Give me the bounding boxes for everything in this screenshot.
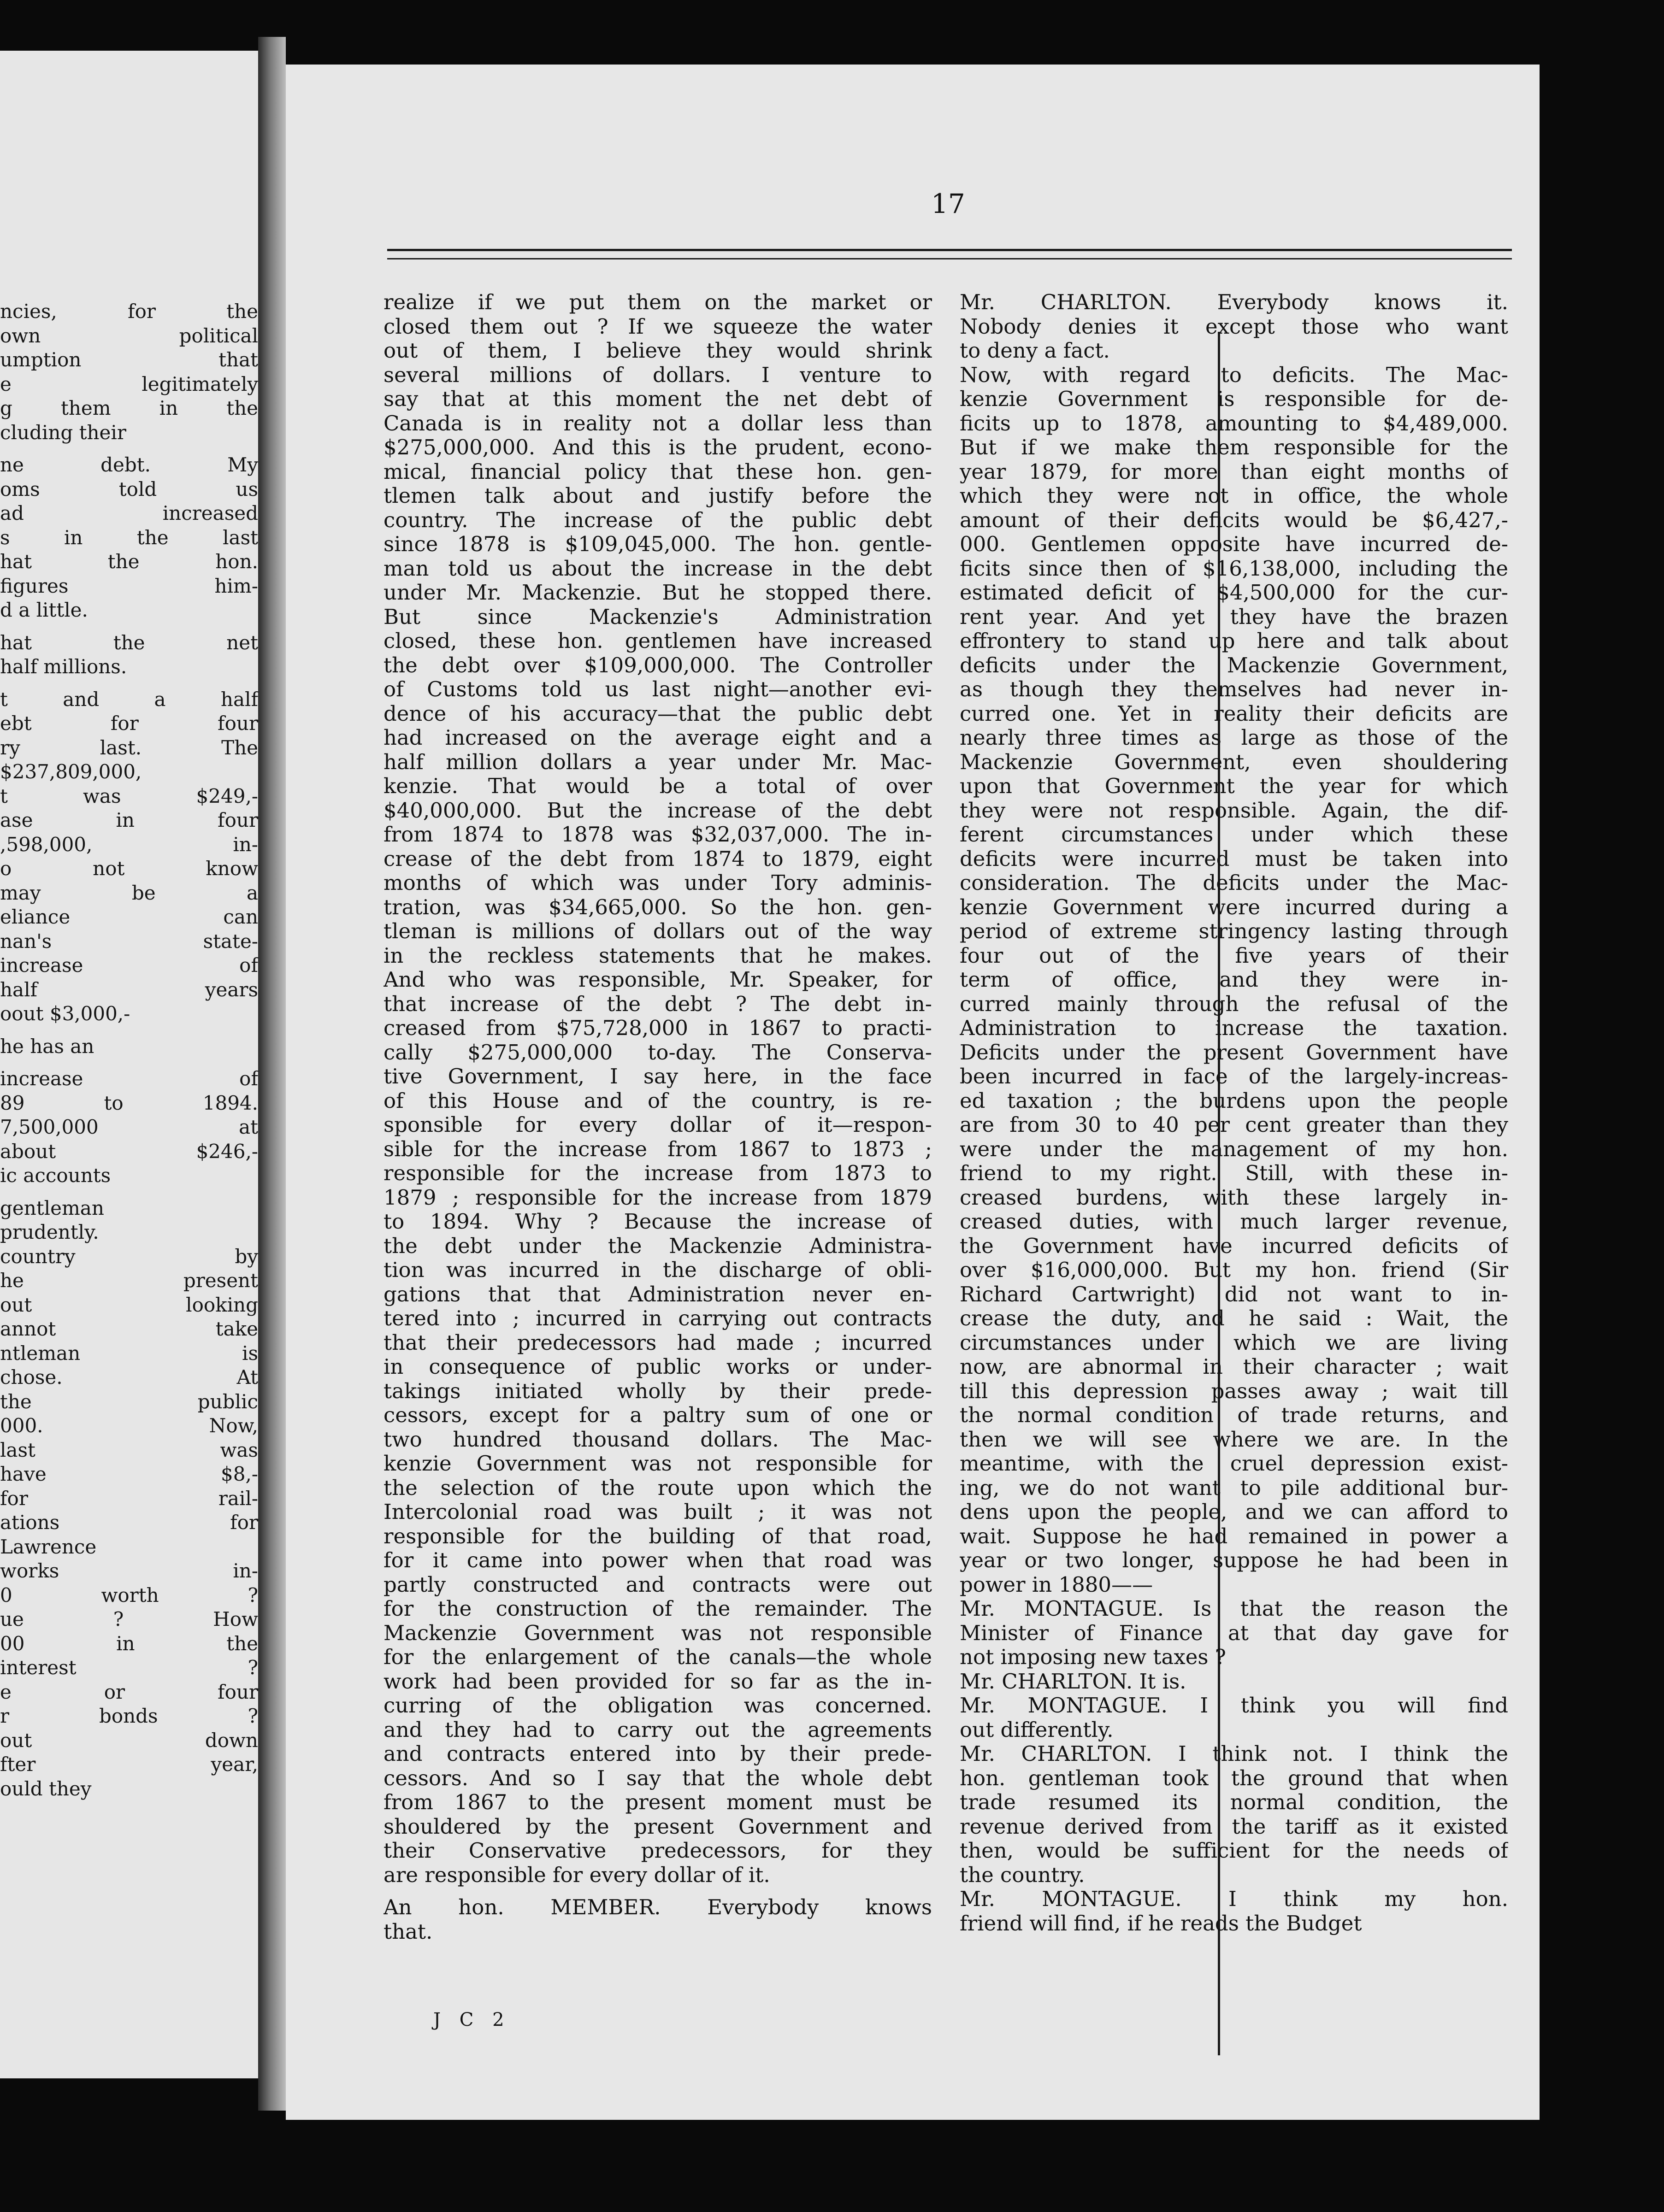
left-column-line: in consequence of public works or under-	[384, 1355, 932, 1379]
right-column-line: creased burdens, with these largely in-	[960, 1185, 1508, 1210]
left-column-line: Mackenzie Government was not responsible	[384, 1621, 932, 1645]
right-column-line: creased duties, with much larger revenue,	[960, 1210, 1508, 1234]
facing-page-line: ncies, for the	[0, 300, 258, 323]
facing-page-line: oms told us	[0, 477, 258, 500]
left-column-line: mical, financial policy that these hon. gen-	[384, 459, 932, 484]
facing-page-line: ations for	[0, 1511, 258, 1534]
right-column-line: hon. gentleman took the ground that when	[960, 1766, 1508, 1790]
left-column-line: crease of the debt from 1874 to 1879, eight	[384, 847, 932, 871]
right-column-line: wait. Suppose he had remained in power a	[960, 1524, 1508, 1548]
left-column-line: takings initiated wholly by their prede-	[384, 1379, 932, 1403]
right-column-line: power in 1880——	[960, 1572, 1153, 1597]
facing-page-line: 7,500,000 at	[0, 1116, 258, 1138]
left-column-line: the debt under the Mackenzie Administra-	[384, 1234, 932, 1258]
left-column-line: man told us about the increase in the debt	[384, 556, 932, 581]
facing-page-paragraph-gap	[0, 623, 258, 631]
left-column-line: tlemen talk about and justify before the	[384, 484, 932, 508]
book-gutter	[258, 37, 286, 2111]
left-column-line: dence of his accuracy—that the public debt	[384, 701, 932, 726]
right-column-line: deficits under the Mackenzie Government,	[960, 653, 1508, 677]
right-column-line: term of office, and they were in-	[960, 968, 1508, 992]
facing-page-line: 00 in the	[0, 1632, 258, 1655]
facing-page-line: he present	[0, 1269, 258, 1292]
left-column-line: tered into ; incurred in carrying out contracts	[384, 1306, 932, 1330]
right-column-line: the country.	[960, 1863, 1085, 1887]
left-column-line: cally $275,000,000 to-day. The Conserva-	[384, 1040, 932, 1065]
facing-page-line: umption that	[0, 348, 258, 371]
left-column-line: Intercolonial road was built ; it was not	[384, 1500, 932, 1524]
right-column-line: curred mainly through the refusal of the	[960, 992, 1508, 1016]
left-column-line: out of them, I believe they would shrink	[384, 339, 932, 363]
left-column-line: that their predecessors had made ; incurred	[384, 1330, 932, 1355]
facing-page-line: gentleman	[0, 1196, 104, 1219]
facing-page-text	[0, 300, 258, 1801]
left-column-line: had increased on the average eight and a	[384, 726, 932, 750]
facing-page-line: hat the hon.	[0, 550, 258, 573]
right-column-line: Richard Cartwright) did not want to in-	[960, 1282, 1508, 1306]
right-column-line: amount of their deficits would be $6,427,-	[960, 508, 1508, 532]
left-column-line: from 1867 to the present moment must be	[384, 1790, 932, 1814]
facing-page-line: ry last. The	[0, 736, 258, 759]
right-column-line: kenzie Government is responsible for de-	[960, 387, 1508, 411]
right-column-line: circumstances under which we are living	[960, 1330, 1508, 1355]
facing-page-line: ,598,000, in-	[0, 833, 258, 856]
facing-page-line: 0 worth ?	[0, 1583, 258, 1606]
right-column-line: estimated deficit of $4,500,000 for the cur-	[960, 581, 1508, 605]
left-column-line: tive Government, I say here, in the face	[384, 1065, 932, 1088]
left-column-line: responsible for the building of that road,	[384, 1524, 932, 1548]
left-column-line: cessors. And so I say that the whole debt	[384, 1766, 932, 1790]
right-column-line: year or two longer, suppose he had been in	[960, 1548, 1508, 1572]
right-column-line: now, are abnormal in their character ; wait	[960, 1355, 1508, 1379]
left-column-line: the debt over $109,000,000. The Controller	[384, 653, 932, 677]
right-column-line: dens upon the people, and we can afford to	[960, 1500, 1508, 1524]
right-column-line: four out of the five years of their	[960, 943, 1508, 968]
facing-page-line: ne debt. My	[0, 453, 258, 476]
right-column-line: Now, with regard to deficits. The Mac-	[960, 363, 1508, 387]
right-column-line: But if we make them responsible for the	[960, 435, 1508, 459]
facing-page-line: nan's state-	[0, 930, 258, 953]
facing-page-line: last was	[0, 1438, 258, 1461]
left-column-line: kenzie. That would be a total of over	[384, 774, 932, 798]
facing-page-line: the public	[0, 1390, 258, 1413]
left-column-line: are responsible for every dollar of it.	[384, 1863, 770, 1887]
facing-page-line: e legitimately	[0, 372, 258, 395]
left-column-line: Canada is in reality not a dollar less than	[384, 411, 932, 435]
right-column-line: Deficits under the present Government have	[960, 1040, 1508, 1065]
facing-page-line: interest ?	[0, 1656, 258, 1679]
facing-page-line: own political	[0, 324, 258, 347]
facing-page-line: half millions.	[0, 655, 127, 678]
right-column-line: were under the management of my hon.	[960, 1137, 1508, 1161]
right-column-line: crease the duty, and he said : Wait, the	[960, 1306, 1508, 1330]
left-column-line: in the reckless statements that he makes.	[384, 943, 932, 968]
left-column-line: half million dollars a year under Mr. Mac-	[384, 750, 932, 774]
left-column-line: $40,000,000. But the increase of the debt	[384, 798, 932, 823]
right-column-line: meantime, with the cruel depression exist-	[960, 1452, 1508, 1476]
right-column-line: the Government have incurred deficits of	[960, 1234, 1508, 1258]
left-column-line: work had been provided for so far as the in-	[384, 1669, 932, 1694]
right-column-line: effrontery to stand up here and talk about	[960, 629, 1508, 653]
left-column-line: responsible for the increase from 1873 to	[384, 1161, 932, 1185]
facing-page-line: ad increased	[0, 502, 258, 524]
left-column-line: from 1874 to 1878 was $32,037,000. The in-	[384, 823, 932, 847]
right-column-line: then we will see where we are. In the	[960, 1427, 1508, 1452]
facing-page-line: increase of	[0, 1067, 258, 1090]
right-column-line: Mr. CHARLTON. Everybody knows it.	[960, 290, 1508, 314]
facing-page-line: 000. Now,	[0, 1414, 258, 1437]
left-column-line: kenzie Government was not responsible for	[384, 1452, 932, 1476]
facing-page-line: he has an	[0, 1035, 94, 1058]
left-column-line: the selection of the route upon which the	[384, 1476, 932, 1500]
facing-page-line: country by	[0, 1245, 258, 1268]
left-column-line: and contracts entered into by their prede-	[384, 1742, 932, 1766]
left-column-line: cessors, except for a paltry sum of one or	[384, 1403, 932, 1427]
right-column-line: Minister of Finance at that day gave for	[960, 1621, 1508, 1645]
left-column-line: creased from $75,728,000 in 1867 to practi-	[384, 1016, 932, 1040]
facing-page-line: $237,809,000,	[0, 760, 142, 783]
facing-page-line: Lawrence	[0, 1535, 97, 1558]
text-column-right	[960, 290, 1508, 1936]
facing-page-line: hat the net	[0, 631, 258, 654]
right-column-line: deficits were incurred must be taken into	[960, 847, 1508, 871]
facing-page-line: 89 to 1894.	[0, 1091, 258, 1114]
right-column-line: nearly three times as large as those of the	[960, 726, 1508, 750]
facing-page-line: e or four	[0, 1680, 258, 1703]
facing-page-line: out looking	[0, 1293, 258, 1316]
facing-page-line: have $8,-	[0, 1463, 258, 1485]
left-column-line: sponsible for every dollar of it—respon-	[384, 1113, 932, 1137]
right-column-line: Administration to increase the taxation.	[960, 1016, 1508, 1040]
left-column-line: that increase of the debt ? The debt in-	[384, 992, 932, 1016]
right-column-line: Mr. CHARLTON. I think not. I think the	[960, 1742, 1508, 1766]
right-column-line: curred one. Yet in reality their deficits are	[960, 701, 1508, 726]
facing-page-paragraph-gap	[0, 445, 258, 453]
facing-page-line: t and a half	[0, 688, 258, 711]
facing-page-line: increase of	[0, 954, 258, 977]
right-column-line: Mr. MONTAGUE. I think my hon.	[960, 1887, 1508, 1911]
document-page	[286, 65, 1540, 2120]
signature-mark: J C 2	[433, 2009, 511, 2030]
left-column-line: for it came into power when that road was	[384, 1548, 932, 1572]
facing-page-line: prudently.	[0, 1221, 99, 1243]
right-column-line: Mr. MONTAGUE. I think you will find	[960, 1694, 1508, 1718]
text-column-left	[384, 290, 932, 1944]
facing-page-line: eliance can	[0, 906, 258, 928]
right-column-line: been incurred in face of the largely-increas-	[960, 1065, 1508, 1088]
left-column-line: for the enlargement of the canals—the whole	[384, 1645, 932, 1669]
left-column-line: their Conservative predecessors, for they	[384, 1839, 932, 1863]
facing-page-line: ould they	[0, 1777, 92, 1800]
left-column-line: since 1878 is $109,045,000. The hon. gentle-	[384, 532, 932, 556]
header-rule-bottom	[387, 258, 1512, 259]
facing-page-line: ic accounts	[0, 1164, 111, 1187]
facing-page-line: works in-	[0, 1559, 258, 1582]
left-column-line: And who was responsible, Mr. Speaker, for	[384, 968, 932, 992]
left-column-line: two hundred thousand dollars. The Mac-	[384, 1427, 932, 1452]
left-column-line: that.	[384, 1919, 433, 1944]
facing-page-line: o not know	[0, 857, 258, 880]
facing-page-line: for rail-	[0, 1487, 258, 1510]
right-column-line: upon that Government the year for which	[960, 774, 1508, 798]
facing-page-line: t was $249,-	[0, 784, 258, 807]
left-column-line: and they had to carry out the agreements	[384, 1718, 932, 1742]
right-column-line: revenue derived from the tariff as it existed	[960, 1814, 1508, 1839]
left-column-line: say that at this moment the net debt of	[384, 387, 932, 411]
right-column-line: ficits up to 1878, amounting to $4,489,000.	[960, 411, 1508, 435]
facing-page-line: figures him-	[0, 574, 258, 597]
right-column-line: rent year. And yet they have the brazen	[960, 605, 1508, 629]
facing-page-line: d a little.	[0, 599, 88, 621]
right-column-line: Mr. MONTAGUE. Is that the reason the	[960, 1597, 1508, 1621]
right-column-line: then, would be sufficient for the needs of	[960, 1839, 1508, 1863]
right-column-line: ed taxation ; the burdens upon the people	[960, 1088, 1508, 1113]
left-column-line: But since Mackenzie's Administration	[384, 605, 932, 629]
page-number: 17	[931, 188, 965, 219]
right-column-line: to deny a fact.	[960, 339, 1110, 363]
facing-page-line: cluding their	[0, 421, 126, 444]
left-column-line: tration, was $34,665,000. So the hon. gen-	[384, 895, 932, 919]
facing-page-line: half years	[0, 978, 258, 1001]
facing-page-line: r bonds ?	[0, 1705, 258, 1727]
facing-page-line: ase in four	[0, 809, 258, 831]
facing-page-paragraph-gap	[0, 1026, 258, 1035]
facing-page-line: out down	[0, 1729, 258, 1752]
left-column-line: to 1894. Why ? Because the increase of	[384, 1210, 932, 1234]
left-column-line: of this House and of the country, is re-	[384, 1088, 932, 1113]
left-column-line: curring of the obligation was concerned.	[384, 1694, 932, 1718]
left-column-line: months of which was under Tory adminis-	[384, 871, 932, 895]
right-column-line: Mackenzie Government, even shouldering	[960, 750, 1508, 774]
left-column-line: 1879 ; responsible for the increase from 1879	[384, 1185, 932, 1210]
right-column-line: period of extreme stringency lasting through	[960, 919, 1508, 943]
right-column-line: till this depression passes away ; wait till	[960, 1379, 1508, 1403]
left-column-line: An hon. MEMBER. Everybody knows	[384, 1895, 932, 1919]
left-column-line: closed them out ? If we squeeze the water	[384, 314, 932, 339]
facing-page-line: ntleman is	[0, 1341, 258, 1365]
facing-page-line: chose. At	[0, 1366, 258, 1388]
left-column-line: sible for the increase from 1867 to 1873 ;	[384, 1137, 932, 1161]
left-column-line: several millions of dollars. I venture to	[384, 363, 932, 387]
left-column-line: country. The increase of the public debt	[384, 508, 932, 532]
right-column-line: ferent circumstances under which these	[960, 823, 1508, 847]
header-rule-top	[387, 249, 1512, 251]
facing-page-fragment	[0, 51, 258, 2078]
right-column-line: Nobody denies it except those who want	[960, 314, 1508, 339]
right-column-line: as though they themselves had never in-	[960, 677, 1508, 701]
right-column-line: Mr. CHARLTON. It is.	[960, 1669, 1186, 1694]
facing-page-paragraph-gap	[0, 1188, 258, 1196]
left-column-line: closed, these hon. gentlemen have increased	[384, 629, 932, 653]
facing-page-paragraph-gap	[0, 1059, 258, 1067]
right-column-line: trade resumed its normal condition, the	[960, 1790, 1508, 1814]
left-column-line: tion was incurred in the discharge of obli-	[384, 1258, 932, 1282]
facing-page-line: g them in the	[0, 397, 258, 419]
facing-page-line: annot take	[0, 1318, 258, 1340]
left-column-line: tleman is millions of dollars out of the way	[384, 919, 932, 943]
facing-page-paragraph-gap	[0, 679, 258, 688]
left-column-line: for the construction of the remainder. The	[384, 1597, 932, 1621]
right-column-line: are from 30 to 40 per cent greater than they	[960, 1113, 1508, 1137]
left-column-line: realize if we put them on the market or	[384, 290, 932, 314]
facing-page-line: oout $3,000,-	[0, 1002, 130, 1025]
right-column-line: friend will find, if he reads the Budget	[960, 1911, 1362, 1936]
right-column-line: not imposing new taxes ?	[960, 1645, 1226, 1669]
right-column-line: year 1879, for more than eight months of	[960, 459, 1508, 484]
right-column-line: consideration. The deficits under the Mac-	[960, 871, 1508, 895]
right-column-line: over $16,000,000. But my hon. friend (Sir	[960, 1258, 1508, 1282]
right-column-line: 000. Gentlemen opposite have incurred de-	[960, 532, 1508, 556]
right-column-line: out differently.	[960, 1718, 1114, 1742]
right-column-line: the normal condition of trade returns, and	[960, 1403, 1508, 1427]
left-column-line: under Mr. Mackenzie. But he stopped there.	[384, 581, 932, 605]
left-column-line: shouldered by the present Government and	[384, 1814, 932, 1839]
right-column-line: kenzie Government were incurred during a	[960, 895, 1508, 919]
right-column-line: friend to my right. Still, with these in-	[960, 1161, 1508, 1185]
facing-page-line: may be a	[0, 881, 258, 904]
left-column-line: gations that that Administration never en-	[384, 1282, 932, 1306]
right-column-line: they were not responsible. Again, the dif-	[960, 798, 1508, 823]
right-column-line: ing, we do not want to pile additional bur-	[960, 1476, 1508, 1500]
facing-page-line: fter year,	[0, 1753, 258, 1776]
facing-page-line: ebt for four	[0, 712, 258, 735]
facing-page-line: about $246,-	[0, 1140, 258, 1163]
right-column-line: ficits since then of $16,138,000, including the	[960, 556, 1508, 581]
left-column-line: of Customs told us last night—another evi-	[384, 677, 932, 701]
left-column-line: $275,000,000. And this is the prudent, econo-	[384, 435, 932, 459]
facing-page-line: s in the last	[0, 526, 258, 549]
left-column-paragraph-gap	[384, 1887, 932, 1895]
right-column-line: which they were not in office, the whole	[960, 484, 1508, 508]
facing-page-line: ue ? How	[0, 1608, 258, 1630]
left-column-line: partly constructed and contracts were out	[384, 1572, 932, 1597]
